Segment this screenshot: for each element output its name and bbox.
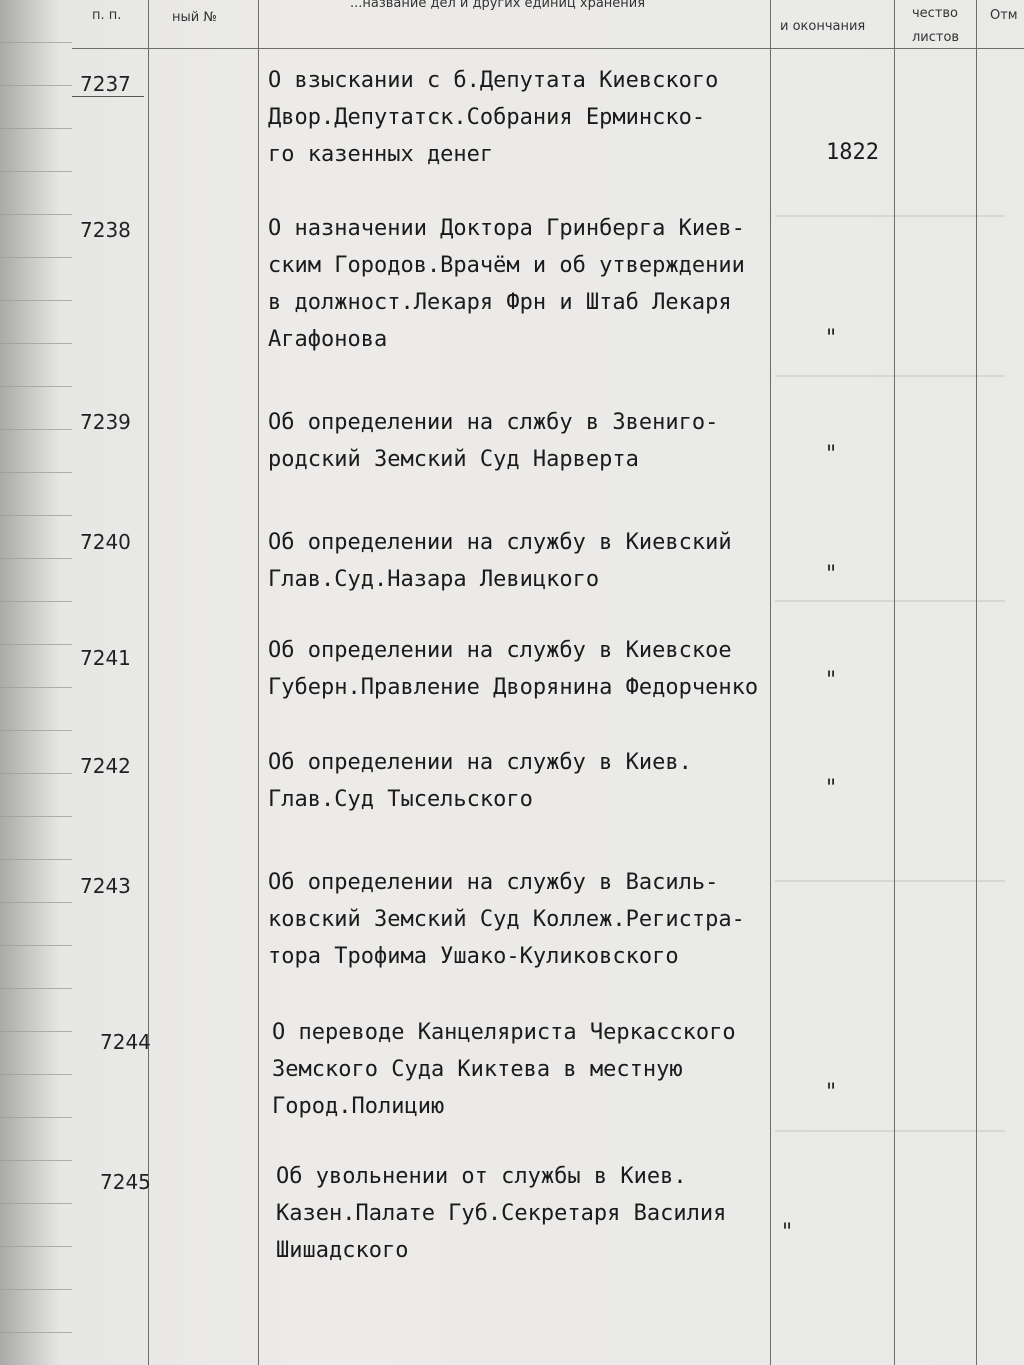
entry-title: О взыскании с б.Депутата Киевского Двор.Депутатск.Собрания Ерминско- го казенных денег bbox=[268, 68, 719, 167]
column-rule-2 bbox=[258, 0, 259, 1365]
entry-number: 7240 bbox=[80, 530, 131, 554]
entry-number: 7243 bbox=[80, 874, 131, 898]
header-col-number: п. п. bbox=[92, 8, 122, 23]
entry-ditto: " bbox=[826, 562, 837, 587]
column-rule-5 bbox=[976, 0, 977, 1365]
entry-ditto: " bbox=[782, 1220, 793, 1245]
entry-title: Об определении на службу в Киев. Глав.Суд Тысельского bbox=[268, 750, 692, 812]
column-rule-1 bbox=[148, 0, 149, 1365]
entry-number: 7242 bbox=[80, 754, 131, 778]
column-rule-4 bbox=[894, 0, 895, 1365]
entry-ditto: " bbox=[826, 776, 837, 801]
header-col-sheets-top: чество bbox=[912, 6, 959, 21]
entry-number: 7239 bbox=[80, 410, 131, 434]
entry-title: Об увольнении от службы в Киев. Казен.Палате Губ.Секретаря Василия Шишадского bbox=[276, 1164, 727, 1263]
entry-date: 1822 bbox=[826, 140, 879, 165]
margin-ruled-lines bbox=[0, 0, 72, 1365]
header-rule bbox=[72, 48, 1024, 49]
header-col-notes: Отм bbox=[990, 8, 1018, 23]
entry-title: Об определении на службу в Киевский Глав.Суд.Назара Левицкого bbox=[268, 530, 732, 592]
entry-number: 7237 bbox=[80, 72, 131, 96]
entry-number: 7241 bbox=[80, 646, 131, 670]
entry-title: О переводе Канцеляриста Черкасского Земского Суда Киктева в местную Город.Полицию bbox=[272, 1020, 736, 1119]
entry-title: Об определении на службу в Василь- ковский Земский Суд Коллеж.Регистра- тора Трофима Ушако-Куликовского bbox=[268, 870, 745, 969]
entry-title: Об определении на слжбу в Звениго- родский Земский Суд Нарверта bbox=[268, 410, 719, 472]
entry-ditto: " bbox=[826, 326, 837, 351]
entry-title: О назначении Доктора Гринберга Киев- ским Городов.Врачём и об утверждении в должност.Лекаря Фрн и Штаб Лекаря Агафонова bbox=[268, 216, 745, 352]
entry-number: 7245 bbox=[100, 1170, 151, 1194]
header-col-inventory: ный № bbox=[172, 10, 217, 25]
entry-number: 7244 bbox=[100, 1030, 151, 1054]
entry-ditto: " bbox=[826, 442, 837, 467]
entry-ditto: " bbox=[826, 668, 837, 693]
entry-ditto: " bbox=[826, 1080, 837, 1105]
entry-number: 7238 bbox=[80, 218, 131, 242]
header-col-title: ...название дел и других единиц хранения bbox=[350, 0, 646, 11]
header-col-sheets-bottom: листов bbox=[912, 30, 960, 45]
header-col-end-date: и окончания bbox=[780, 19, 866, 34]
entry-title: Об определении на службу в Киевское Губерн.Правление Дворянина Федорченко bbox=[268, 638, 759, 700]
